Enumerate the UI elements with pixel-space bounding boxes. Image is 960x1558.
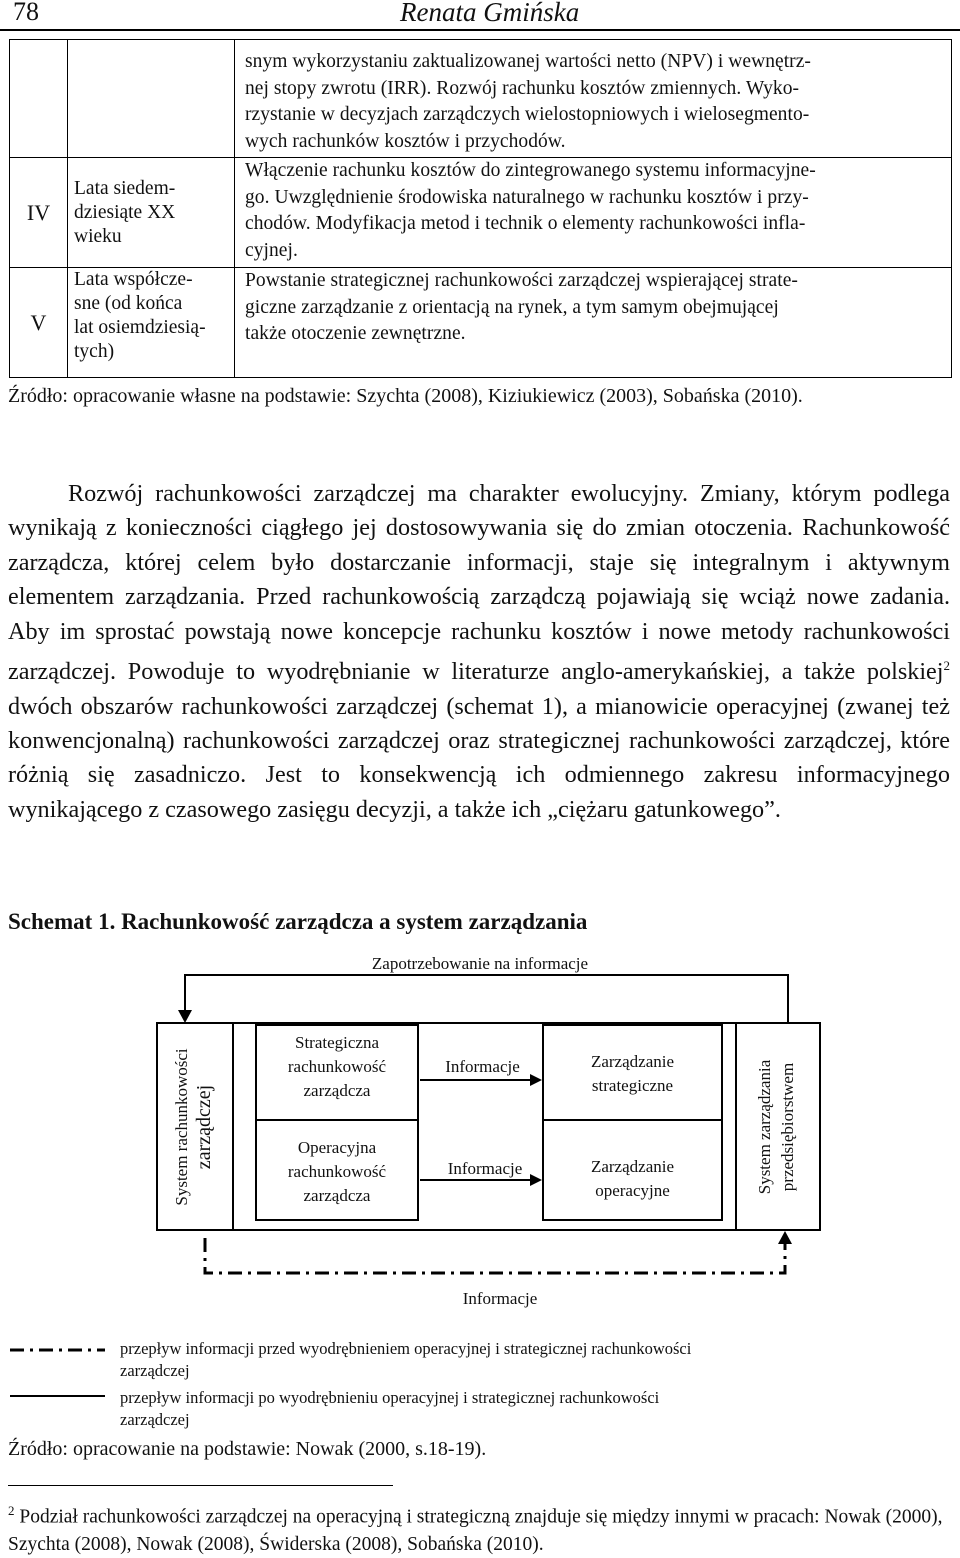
left-system-line: zarządczej: [193, 1084, 215, 1170]
legend-text: zarządczej: [120, 1410, 190, 1429]
row-description: [235, 268, 952, 378]
left-system-line: System rachunkowości: [172, 1048, 191, 1206]
scheme-diagram: [0, 940, 960, 1280]
info-label-bottom: Informacje: [462, 1289, 538, 1308]
row-description: [235, 40, 952, 158]
description-line: cyjnej.: [245, 239, 298, 261]
row-description-text: [245, 268, 945, 348]
right-system-line: przedsiębiorstwem: [778, 1062, 797, 1192]
operational-accounting-label: [256, 1136, 418, 1208]
legend-item: [120, 1338, 950, 1382]
history-table: [9, 39, 952, 378]
strategic-accounting-line: rachunkowość: [287, 1057, 387, 1076]
legend-text: zarządczej: [120, 1361, 190, 1380]
row-description-text: [245, 40, 945, 155]
strategic-management-line: strategiczne: [591, 1076, 674, 1095]
description-line: snym wykorzystaniu zaktualizowanej wartości netto (NPV) i wewnętrz-: [245, 51, 811, 72]
demand-label: Zapotrzebowanie na informacje: [371, 954, 589, 973]
row-period: [68, 268, 235, 378]
description-line: go. Uwzględnienie środowiska naturalnego w rachunku kosztów i przy-: [245, 186, 809, 208]
legacy-flow-head: [778, 1231, 792, 1244]
period-line: wieku: [74, 225, 122, 247]
footnote: [8, 1497, 948, 1558]
demand-arrow-head: [178, 1010, 192, 1023]
row-period-text: [74, 268, 234, 364]
strategic-accounting-label: [256, 1031, 418, 1103]
footnote-number: 2: [8, 1503, 15, 1518]
footnote-text: Podział rachunkowości zarządczej na operacyjną i strategiczną znajduje się między innymi w pracach: Nowak (2000), Szychta (2008), Nowak (2008), Świderska (2008), Sobańska (2010).: [8, 1506, 943, 1555]
strategic-management-label: [543, 1050, 722, 1098]
description-line: nej stopy zwrotu (IRR). Rozwój rachunku kosztów zmiennych. Wyko-: [245, 77, 800, 99]
footnote-rule: [8, 1485, 393, 1486]
operational-management-line: operacyjne: [595, 1181, 670, 1200]
info-label-top: Informacje: [445, 1057, 520, 1076]
operational-accounting-line: Operacyjna: [297, 1138, 377, 1157]
description-line: wych rachunków kosztów i przychodów.: [245, 130, 566, 152]
operational-accounting-line: rachunkowość: [287, 1162, 387, 1181]
legacy-flow-line: [205, 1238, 785, 1273]
row-number: V: [10, 268, 68, 378]
scheme-source: Źródło: opracowanie na podstawie: Nowak (2000, s.18-19).: [8, 1438, 487, 1460]
footnote-ref: 2: [943, 658, 950, 674]
header-rule: [0, 29, 960, 31]
description-line: giczne zarządzanie z orientacją na rynek, a tym samym obejmującej: [245, 296, 779, 318]
period-line: dziesiąte XX: [74, 201, 176, 223]
scheme-title: Schemat 1. Rachunkowość zarządcza a system zarządzania: [8, 909, 588, 934]
description-line: Powstanie strategicznej rachunkowości zarządczej wspierającej strate-: [245, 270, 798, 291]
description-line: Włączenie rachunku kosztów do zintegrowanego systemu informacyjne-: [245, 160, 816, 181]
legend-text: przepływ informacji przed wyodrębnieniem operacyjnej i strategicznej rachunkowości: [120, 1339, 692, 1358]
demand-arrow-line: [185, 975, 788, 1022]
row-description: [235, 158, 952, 268]
period-line: Lata siedem-: [74, 177, 176, 199]
row-period: [68, 158, 235, 268]
description-line: chodów. Modyfikacja metod i technik o elementy rachunkowości infla-: [245, 213, 806, 235]
period-line: sne (od końca: [74, 293, 183, 314]
table-row: [10, 268, 952, 378]
strategic-accounting-line: zarządcza: [303, 1081, 371, 1100]
description-line: także otoczenie zewnętrzne.: [245, 323, 466, 345]
info-label-mid: Informacje: [447, 1159, 523, 1178]
right-system-line: System zarządzania: [755, 1059, 774, 1195]
strategic-accounting-line: Strategiczna: [294, 1033, 379, 1052]
page-number: 78: [13, 0, 39, 26]
right-system-label: [753, 1025, 803, 1229]
legend-text: przepływ informacji po wyodrębnieniu operacyjnej i strategicznej rachunkowości: [120, 1388, 660, 1407]
strategic-management-line: Zarządzanie: [590, 1052, 675, 1071]
operational-management-label: [543, 1155, 722, 1203]
paragraph-text-a: Rozwój rachunkowości zarządczej ma charakter ewolucyjny. Zmiany, którym podlega wynikają z konieczności ciągłego jej dostosowywania się do zmian otoczenia. Rachunkowość zarządcza, której celem było dostarczanie informacji, staje się integralnym i aktywnym elementem zarządzania. Przed rachunkowością zarządczą pojawiają się wciąż nowe zadania. Aby im sprostać powstają nowe koncepcje rachunku kosztów i nowe metody rachunkowości zarządczej. Powoduje to wyodrębnianie w literaturze anglo-amerykańskiej, a także polskiej: [8, 480, 950, 686]
description-line: rzystanie w decyzjach zarządczych wielostopniowych i wielosegmento-: [245, 104, 810, 126]
row-number: [10, 40, 68, 158]
body-paragraph: [8, 477, 950, 827]
row-period-text: [74, 177, 234, 249]
paragraph-text-b: dwóch obszarów rachunkowości zarządczej (schemat 1), a mianowicie operacyjnej (zwanej też konwencjonalną) rachunkowości zarządczej oraz strategicznej rachunkowości zarządczej, które różnią się zasadniczo. Jest to konsekwencją ich odmiennego zakresu informacyjnego wynikającego z czasowego zasięgu decyzji, a także ich „ciężaru gatunkowego”.: [8, 692, 950, 823]
left-system-label: [170, 1025, 220, 1229]
legend-item: [120, 1387, 950, 1431]
row-period: [68, 40, 235, 158]
period-line: Lata współcze-: [74, 269, 193, 290]
period-line: tych): [74, 341, 115, 362]
table-row: [10, 158, 952, 268]
running-title: Renata Gmińska: [400, 0, 580, 27]
operational-accounting-line: zarządcza: [303, 1186, 371, 1205]
period-line: lat osiemdziesią-: [74, 317, 206, 338]
row-description-text: [245, 158, 945, 264]
legend-symbols: [0, 1340, 110, 1410]
row-number: IV: [10, 158, 68, 268]
table-row: [10, 40, 952, 158]
table-source: Źródło: opracowanie własne na podstawie: Szychta (2008), Kiziukiewicz (2003), Sobańska (2010).: [8, 385, 803, 407]
operational-management-line: Zarządzanie: [590, 1157, 675, 1176]
